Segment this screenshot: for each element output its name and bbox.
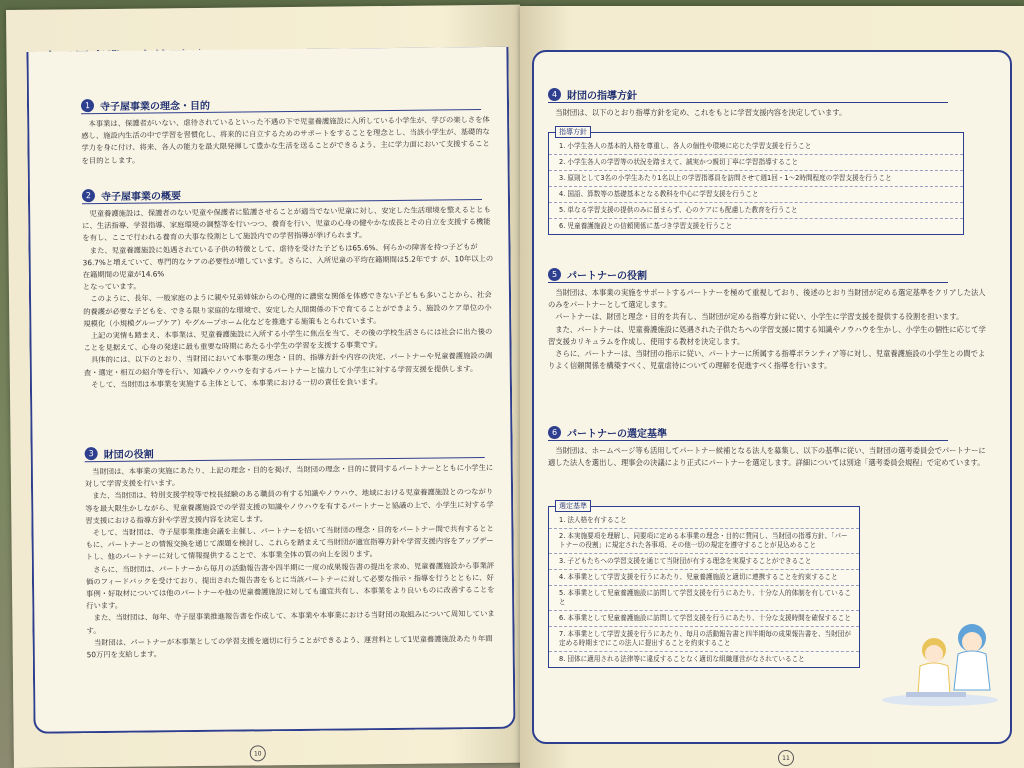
paragraph: また、当財団は、特別支援学校等で校長経験のある職員の有する知識やノウハウ、地域における児童養護施設とのつながり等を最大限生かしながら、児童養護施設での学習支援の知識やノウハウを有するパートナーと協議の上で、小学生に対する学習支援における指導方針や学習支援内容を決定します。 [85, 487, 494, 526]
box-label: 指導方針 [555, 126, 591, 138]
section-header [82, 183, 482, 204]
section-6 [548, 424, 988, 469]
paragraph: 具体的には、以下のとおり、当財団において本事業の理念・目的、指導方針や内容の決定、パートナーや児童養護施設の調査・選定・相互の紹介等を行い、知識やノウハウを有するパートナーと協力して小学生に対する学習支援を提供します。 [83, 351, 493, 377]
list-item: 2. 本実施要項を理解し、同要項に定める本事業の理念・目的に賛同し、当財団の指導方針、「パートナーの役割」に規定された各事項、その他一切の規定を遵守することが見込めること [549, 529, 859, 554]
children-studying-illustration [880, 610, 1000, 710]
list-item: 1. 小学生各人の基本的人格を尊重し、各人の個性や環境に応じた学習支援を行うこと [549, 139, 963, 155]
section-title: 財団の役割 [103, 448, 154, 461]
paragraph: さらに、パートナーは、当財団の指示に従い、パートナーに所属する指導ボランティア等に対し、児童養護施設の小学生との間でよりよく信頼関係を構築すべく、児童虐待についての理解を促進すべく指導を行います。 [548, 349, 986, 371]
list-item: 5. 単なる学習支援の提供のみに留まらず、心のケアにも配慮した教育を行うこと [549, 203, 963, 219]
section-header [548, 86, 948, 103]
desk-icon [906, 692, 966, 697]
paragraph: また、児童養護施設に処遇されている子供の特徴として、虐待を受けた子どもは65.6%、何らかの障害を持つ子どもが36.7%と増えていて、専門的なケアの必要性が増しています。さらに、入所児童の平均在籍期間は5.2年です が、10年以上の在籍期間の児童が14.6% [82, 241, 494, 280]
paragraph: さらに、当財団は、パートナーから毎月の活動報告書や四半期に一度の成果報告書の提出を求め、児童養護施設から事業評価のフィードバックを受けており、提出された報告書をもとに当該パートナーに対して必要な指示・指導を行うとともに、好事例・好取材については他のパートナーや他の児童養護施設に対しても適宜共有し、本事業をより良いものに改善することを行います。 [85, 560, 495, 611]
section-4 [548, 86, 988, 119]
page-number: 10 [250, 745, 266, 761]
criteria-list-box [548, 502, 860, 668]
section-number: 4 [548, 88, 561, 101]
section-title: 寺子屋事業の理念・目的 [99, 100, 211, 113]
section-2 [82, 183, 496, 391]
section-1 [81, 93, 494, 167]
guidance-list-box [548, 128, 964, 235]
section-title: パートナーの役割 [567, 270, 647, 282]
list-item: 2. 小学生各人の学習等の状況を踏まえて、誠実かつ親切丁寧に学習指導すること [549, 155, 963, 171]
paragraph: そして、当財団は本事業を実施する主体として、本事業における一切の責任を負います。 [91, 376, 383, 389]
paragraph: パートナーは、財団と理念・目的を共有し、当財団が定める指導方針に従い、小学生に学習支援を提供する役割を担います。 [555, 312, 964, 322]
section-header [548, 266, 948, 283]
section-title: 財団の指導方針 [567, 90, 637, 102]
right-page [520, 6, 1024, 768]
section-number: 2 [82, 189, 95, 202]
section-title: パートナーの選定基準 [567, 428, 667, 440]
paragraph: 当財団は、本事業の実施をサポートするパートナーを極めて重視しており、後述のとおり当財団が定める選定基準をクリアした法人のみをパートナーとして選定します。 [548, 288, 986, 310]
list-item: 3. 子どもたちへの学習支援を通じて当財団が有する理念を実現することができること [549, 554, 859, 570]
section-header [85, 441, 485, 462]
section-header [81, 93, 481, 114]
paragraph: 上記の実情も踏まえ、本事業は、児童養護施設に入所する小学生に焦点を当て、その後の学校生活さらには社会に出た後のことを見据えて、心身の発達に最も重要な時期にあたる小学生の学習を支援する事業です。 [83, 326, 493, 353]
section-number: 5 [548, 268, 561, 281]
section-number: 1 [81, 99, 94, 112]
paragraph: そして、当財団は、寺子屋事業推進会議を主催し、パートナーを招いて当財団の理念・目的をパートナー間で共有するとともに、パートナーとの情報交換を通じて課題を検討し、これらを踏まえて当財団が適宜指導方針や学習支援内容をアップデートし、他のパートナーに対して情報提供することで、本事業全体の質の向上を図ります。 [85, 523, 494, 562]
paragraph: 当財団は、ホームページ等も活用してパートナー候補となる法人を募集し、以下の基準に従い、当財団の選考委員会でパートナーに適した法人を選出し、理事会の決議により正式にパートナーを選定します。詳細については別途「選考委員会規程」で定めています。 [548, 446, 986, 468]
paragraph: 当財団は、本事業の実施にあたり、上記の理念・目的を掲げ、当財団の理念・目的に賛同するパートナーとともに小学生に対して学習支援を行います。 [84, 462, 494, 489]
list-item: 4. 本事業として学習支援を行うにあたり、児童養護施設と適切に連携することを約束すること [549, 570, 859, 586]
child-face-icon [962, 632, 982, 652]
box-label: 選定基準 [555, 500, 591, 512]
child-face-icon [925, 645, 943, 663]
paragraph: 児童養護施設は、保護者のない児童や保護者に監護させることが適当でない児童に対し、安定した生活環境を整えるとともに、生活指導、学習指導、家庭環境の調整等を行いつつ、養育を行い、児童の心身の健やかな成長とその自立を支援する機能を有し、ここで行われる養育の大事な役割として施設内での学習指導が挙げられます。 [82, 204, 491, 243]
list-item: 6. 本事業として児童養護施設に訪問して学習支援を行うにあたり、十分な支援時間を確保すること [549, 611, 859, 627]
paragraph: また、パートナーは、児童養護施設に処遇された子供たちへの学習支援に関する知識やノウハウを生かし、小学生の個性に応じて学習支援カリキュラムを作成し、使用する教材を決定します。 [548, 324, 986, 346]
paragraph: また、当財団は、毎年、寺子屋事業推進報告書を作成して、本事業や本事業における当財団の取組みについて周知しています。 [86, 609, 495, 635]
section-3 [85, 441, 499, 662]
section-5 [548, 266, 988, 372]
page-number: 11 [778, 750, 794, 766]
list-item: 5. 本事業として児童養護施設に訪問して学習支援を行うにあたり、十分な人的体制を有していること [549, 586, 859, 611]
list-item: 1. 法人格を有すること [549, 513, 859, 529]
paragraph: 本事業は、保護者がいない、虐待されているといった不遇の下で児童養護施設に入所している小学生が、学びの楽しさを体感し、施設内生活の中で学習を習慣化し、将来的に自立するためのサポートをすることを理念とし、当該小学生が、基礎的な学力を身に付け、将来、各人の能力を最大限発揮して豊かな生活を送ることができるよう、主に学力面において支援することを目的とします。 [81, 114, 490, 165]
left-page [6, 5, 528, 768]
list-item: 7. 本事業として学習支援を行うにあたり、毎月の活動報告書と四半期毎の成果報告書を、当財団が定める時期までにこの法人に提出することを約束すること [549, 627, 859, 652]
paragraph: 当財団は、パートナーが本事業としての学習支援を適切に行うことができるよう、運営料として1児童養護施設あたり年間50万円を支給します。 [86, 633, 493, 660]
list-item: 8. 団体に適用される法律等に違反することなく適切な組織運営がなされていること [559, 655, 805, 663]
list-item: 4. 国語、算数等の基礎基本となる教科を中心に学習支援を行うこと [549, 187, 963, 203]
section-header [548, 424, 948, 441]
section-number: 6 [548, 426, 561, 439]
paragraph: となっています。 [82, 281, 141, 292]
section-title: 寺子屋事業の概要 [100, 190, 182, 203]
paragraph: 当財団は、以下のとおり指導方針を定め、これをもとに学習支援内容を決定しています。 [555, 108, 847, 117]
child-body-icon [918, 663, 950, 694]
child-body-icon [954, 651, 990, 690]
section-number: 3 [85, 447, 98, 460]
list-item: 6. 児童養護施設との信頼関係に基づき学習支援を行うこと [559, 222, 733, 230]
list-item: 3. 原則として3名の小学生あたり1名以上の学習指導員を訪問させて週1回・1～2時間程度の学習支援を行うこと [549, 171, 963, 187]
paragraph: このように、長年、一般家庭のように親や兄弟姉妹からの心理的に濃密な関係を体感できない子どもも多いことから、社会的養護が必要な子どもを、できる限り家庭的な環境で、安定した人間関係の下で育てることができよう、施設のケア単位の小規模化（小規模グループケア）やグループホーム化などを推進する施策もとられています。 [83, 290, 492, 329]
